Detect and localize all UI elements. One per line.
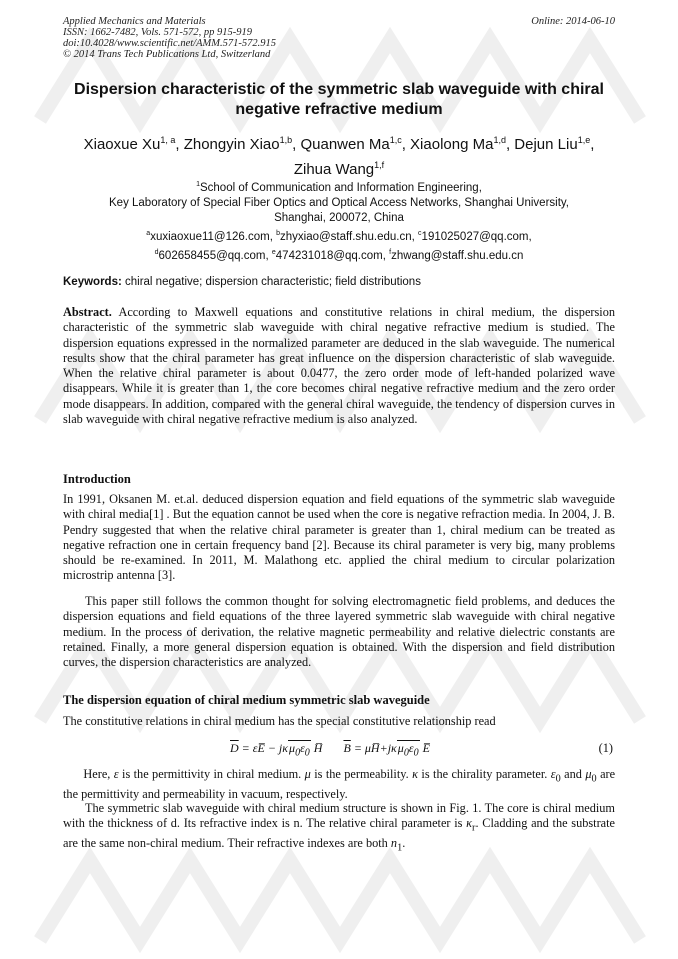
- keywords: [63, 276, 615, 288]
- author-name: Dejun Liu: [514, 136, 578, 153]
- affiliation-line-3: Shanghai, 200072, China: [274, 211, 404, 224]
- email-sup: f: [389, 248, 392, 256]
- text-span: .: [402, 836, 406, 851]
- symbols-paragraph: Here, ε is the permittivity in chiral medium. μ is the permeability. κ is the chirality parameter. $\varepsilon_0$ and $\mu_0$ are the permittivity and permeability in vacuum, respectively.: [63, 767, 616, 801]
- introduction-heading: Introduction: [63, 472, 131, 486]
- email-address: 474231018@qq.com: [275, 249, 383, 262]
- email-sup: b: [276, 230, 280, 237]
- email-sup: d: [154, 248, 159, 256]
- abstract: [63, 305, 615, 427]
- text-span: Here,: [83, 767, 111, 781]
- email-list: $^a$xuxiaoxue11@126.com, $^b$zhyxiao@staff.shu.edu.cn, $^c$191025027@qq.com, $^d$602658455@qq.com, $^e$474231018@qq.com, $^f$zhwang@staff.shu.edu.cn: [146, 230, 532, 262]
- online-date: Online: 2014-06-10: [531, 16, 615, 27]
- abstract-label: Abstract.: [63, 305, 112, 319]
- affiliation: [63, 177, 615, 226]
- section-heading: The dispersion equation of chiral medium symmetric slab waveguide: [63, 693, 430, 707]
- author-sup: 1,e: [577, 135, 591, 145]
- structure-paragraph: The symmetric slab waveguide with chiral medium structure is shown in Fig. 1. The core is chiral medium with the thickness of d. Its refractive index is n. The relative chiral parameter is $\kappa_r$. Cladding and the substrate are the same non-chiral medium. Their refractive indexes are both $n_1$.: [63, 801, 615, 854]
- text-span: and: [564, 767, 582, 781]
- text-span: are the permittivity and permeability in vacuum, respectively.: [63, 767, 616, 801]
- email-sup: c: [418, 230, 422, 237]
- constitutive-equation: $\overline{D}$ = εE̅ − $j\kappa\mu_0\varepsilon_0$ H̅ $\overline{B}$ = $\mu H̅+j\kappa\mu_0\varepsilon_0$ E̅: [230, 741, 430, 759]
- introduction-paragraph-1: In 1991, Oksanen M. et.al. deduced dispersion equation and field equations of the symmetric slab waveguide with chiral media[1] . But the equation cannot be used when the core is negative refraction media. In 2004, J. B. Pendry suggested that when the relative chiral parameter is greater than 1, chiral medium can be treated as negative refraction one in certain frequency band [2]. Because its chiral parameter is very big, many problems should be re-examined. In 2011, M. Malathong etc. applied the chiral medium to circular polarization microstrip antenna [3].: [63, 492, 615, 583]
- introduction-paragraph-2: This paper still follows the common thought for solving electromagnetic field problems, and deduces the dispersion equations and field equations of the three layered symmetric slab waveguide with chiral negative medium. In the process of derivation, the relative magnetic permeability and relative dielectric constants are retained. Finally, a more general dispersion equation is obtained. With the dispersion and field distribution curves, the dispersion characteristics are analyzed.: [63, 594, 615, 670]
- email-address: 191025027@qq.com: [421, 230, 529, 243]
- keywords-label: Keywords:: [63, 276, 122, 288]
- title-line-1: Dispersion characteristic of the symmetric slab waveguide with chiral: [74, 81, 604, 98]
- equation-number: (1): [598, 741, 613, 755]
- author-sup: 1,b: [279, 135, 293, 145]
- paper-title: [63, 80, 615, 120]
- email-address: zhwang@staff.shu.edu.cn: [391, 249, 524, 262]
- author-name: Xiaoxue Xu: [83, 136, 161, 153]
- email-address: 602658455@qq.com: [158, 249, 266, 262]
- author-sup: 1,f: [374, 160, 385, 170]
- doi-line: doi:10.4028/www.scientific.net/AMM.571-572.915: [63, 38, 276, 49]
- text-span: The symmetric slab waveguide with chiral medium structure is shown in Fig. 1. The core is chiral medium with the thickness of d. Its refractive index is n. The relative chiral parameter is: [63, 801, 615, 831]
- author-name: Xiaolong Ma: [410, 136, 494, 153]
- author-sup: 1,d: [493, 135, 506, 145]
- copyright-line: © 2014 Trans Tech Publications Ltd, Switzerland: [63, 49, 271, 60]
- journal-header: [63, 16, 276, 60]
- section-lead: The constitutive relations in chiral medium has the special constitutive relationship read: [63, 714, 496, 728]
- affiliation-line-2: Key Laboratory of Special Fiber Optics and Optical Access Networks, Shanghai University,: [109, 196, 569, 209]
- author-sup: 1,c: [389, 135, 402, 145]
- email-sup: e: [271, 248, 276, 256]
- text-span: is the permeability.: [314, 767, 409, 781]
- abstract-text: According to Maxwell equations and constitutive relations in chiral medium, the dispersion characteristic of the symmetric slab waveguide with chiral negative refractive medium is studied. The dispersion equations expressed in the normalized parameter are deduced in the slab waveguide. The numerical results show that the chiral parameter has great influence on the dispersion characteristic of slab waveguide. When the relative chiral parameter is about 0.0477, the zero order mode of left-handed polarized wave disappears. While it is greater than 1, the core becomes chiral negative refractive medium and the zero order mode disappears. In addition, compared with the general chiral waveguide, the tendency of dispersion curves in slab waveguide with chiral negative refractive medium is also analyzed.: [63, 305, 615, 427]
- affiliation-line-1: School of Communication and Information Engineering,: [199, 181, 482, 194]
- author-name: Quanwen Ma: [300, 136, 390, 153]
- issn-line: ISSN: 1662-7482, Vols. 571-572, pp 915-919: [63, 27, 252, 38]
- author-name: Zhongyin Xiao: [183, 136, 280, 153]
- journal-name: Applied Mechanics and Materials: [63, 16, 206, 27]
- author-list: Xiaoxue Xu$^{1, a}$, Zhongyin Xiao$^{1,b}$, Quanwen Ma$^{1,c}$, Xiaolong Ma$^{1,d}$, Dejun Liu$^{1,e}$, Zihua Wang$^{1,f}$: [83, 135, 595, 178]
- email-sup: a: [146, 230, 151, 237]
- title-line-2: negative refractive medium: [235, 101, 443, 118]
- keywords-text: chiral negative; dispersion characteristic; field distributions: [125, 276, 421, 288]
- author-name: Zihua Wang: [293, 161, 375, 178]
- text-span: is the chirality parameter.: [421, 767, 548, 781]
- email-address: xuxiaoxue11@126.com: [150, 230, 270, 243]
- text-span: is the permittivity in chiral medium.: [122, 767, 302, 781]
- text-span: . Cladding and the substrate are the same non-chiral medium. Their refractive indexes are both: [63, 816, 615, 851]
- affiliation-sup: 1: [196, 181, 200, 188]
- author-sup: 1, a: [160, 135, 176, 145]
- email-address: zhyxiao@staff.shu.edu.cn: [280, 230, 412, 243]
